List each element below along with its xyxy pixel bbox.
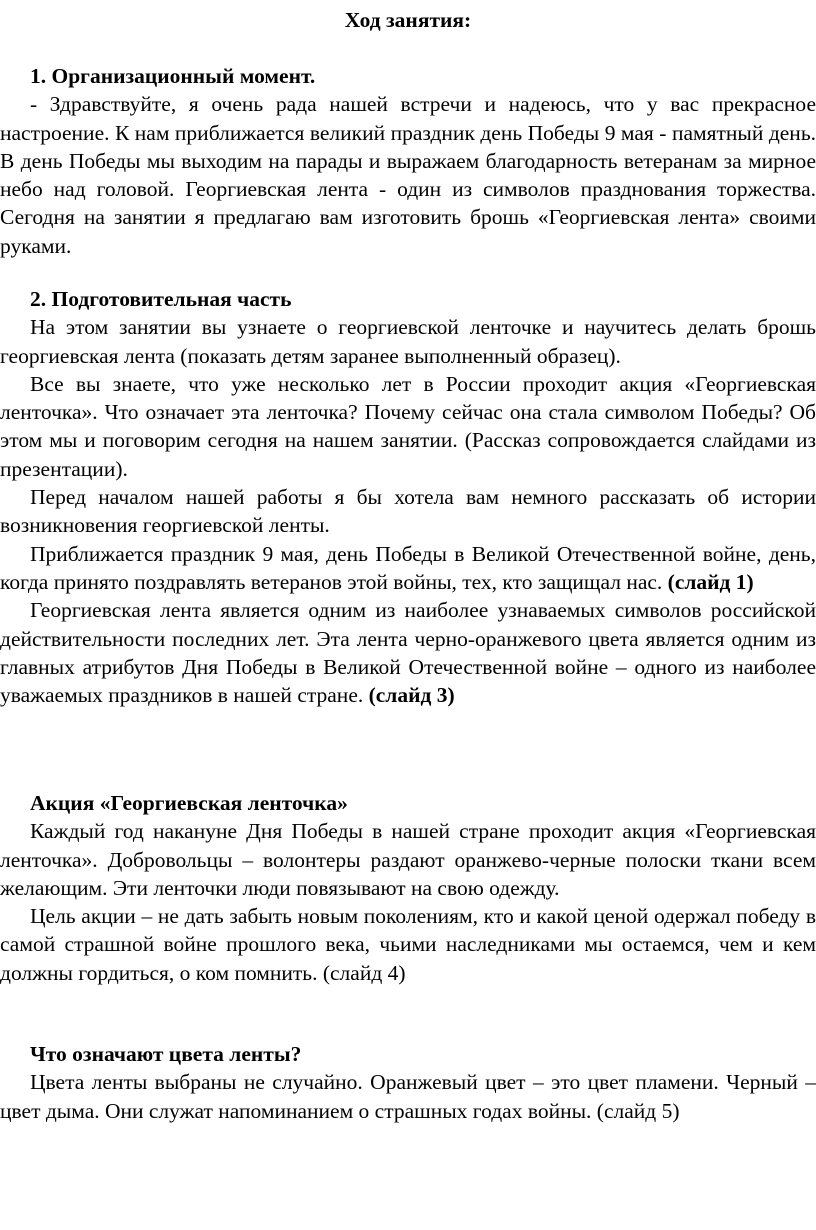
- paragraph: Цвета ленты выбраны не случайно. Оранжевый цвет – это цвет пламени. Черный – цвет дыма. Они служат напоминанием о страшных годах войны. (слайд 5): [0, 1070, 816, 1123]
- page-title: Ход занятия:: [344, 8, 472, 32]
- section-heading: Что означают цвета ленты?: [30, 1042, 302, 1066]
- paragraph: [0, 596, 816, 709]
- paragraph: Каждый год накануне Дня Победы в нашей стране проходит акция «Георгиевская ленточка». Добровольцы – волонтеры раздают оранжево-черные полоски ткани всем желающим. Эти ленточки люди повязывают на свою одежду.: [0, 819, 816, 900]
- section-preparatory: [0, 285, 816, 709]
- paragraph: - Здравствуйте, я очень рада нашей встречи и надеюсь, что у вас прекрасное настроение. К нам приближается великий праздник день Победы 9 мая - памятный день. В день Победы мы выходим на парады и выражаем благодарность ветеранам за мирное небо над головой. Георгиевская лента - один из символов празднования торжества. Сегодня на занятии я предлагаю вам изготовить брошь «Георгиевская лента» своими руками.: [0, 92, 816, 258]
- paragraph: Перед началом нашей работы я бы хотела вам немного рассказать об истории возникновения георгиевской ленты.: [0, 485, 816, 538]
- section-campaign: [0, 789, 816, 987]
- paragraph: На этом занятии вы узнаете о георгиевской ленточке и научитесь делать брошь георгиевская лента (показать детям заранее выполненный образец).: [0, 315, 816, 368]
- paragraph: Все вы знаете, что уже несколько лет в России проходит акция «Георгиевская ленточка». Что означает эта ленточка? Почему сейчас она стала символом Победы? Об этом мы и поговорим сегодня на нашем занятии. (Рассказ сопровождается слайдами из презентации).: [0, 371, 816, 481]
- slide-reference: (слайд 1): [667, 569, 754, 594]
- paragraph-text: Приближается праздник 9 мая, день Победы в Великой Отечественной войне, день, когда принято поздравлять ветеранов этой войны, тех, кто защищал нас.: [0, 541, 816, 594]
- section-heading: 2. Подготовительная часть: [30, 287, 292, 311]
- paragraph-text: Георгиевская лента является одним из наиболее узнаваемых символов российской действительности последних лет. Эта лента черно-оранжевого цвета является одним из главных атрибутов Дня Победы в Великой Отечественной войне – одного из наиболее уважаемых праздников в нашей стране.: [0, 598, 816, 708]
- section-heading: 1. Организационный момент.: [30, 64, 316, 88]
- paragraph: Цель акции – не дать забыть новым поколениям, кто и какой ценой одержал победу в самой страшной войне прошлого века, чьими наследниками мы остаемся, чем и кем должны гордиться, о ком помнить. (слайд 4): [0, 904, 816, 985]
- paragraph: [0, 540, 816, 597]
- section-organizational: [0, 62, 816, 260]
- section-heading: Акция «Георгиевская ленточка»: [30, 791, 348, 815]
- section-colors: [0, 1040, 816, 1125]
- slide-reference: (слайд 3): [368, 683, 455, 708]
